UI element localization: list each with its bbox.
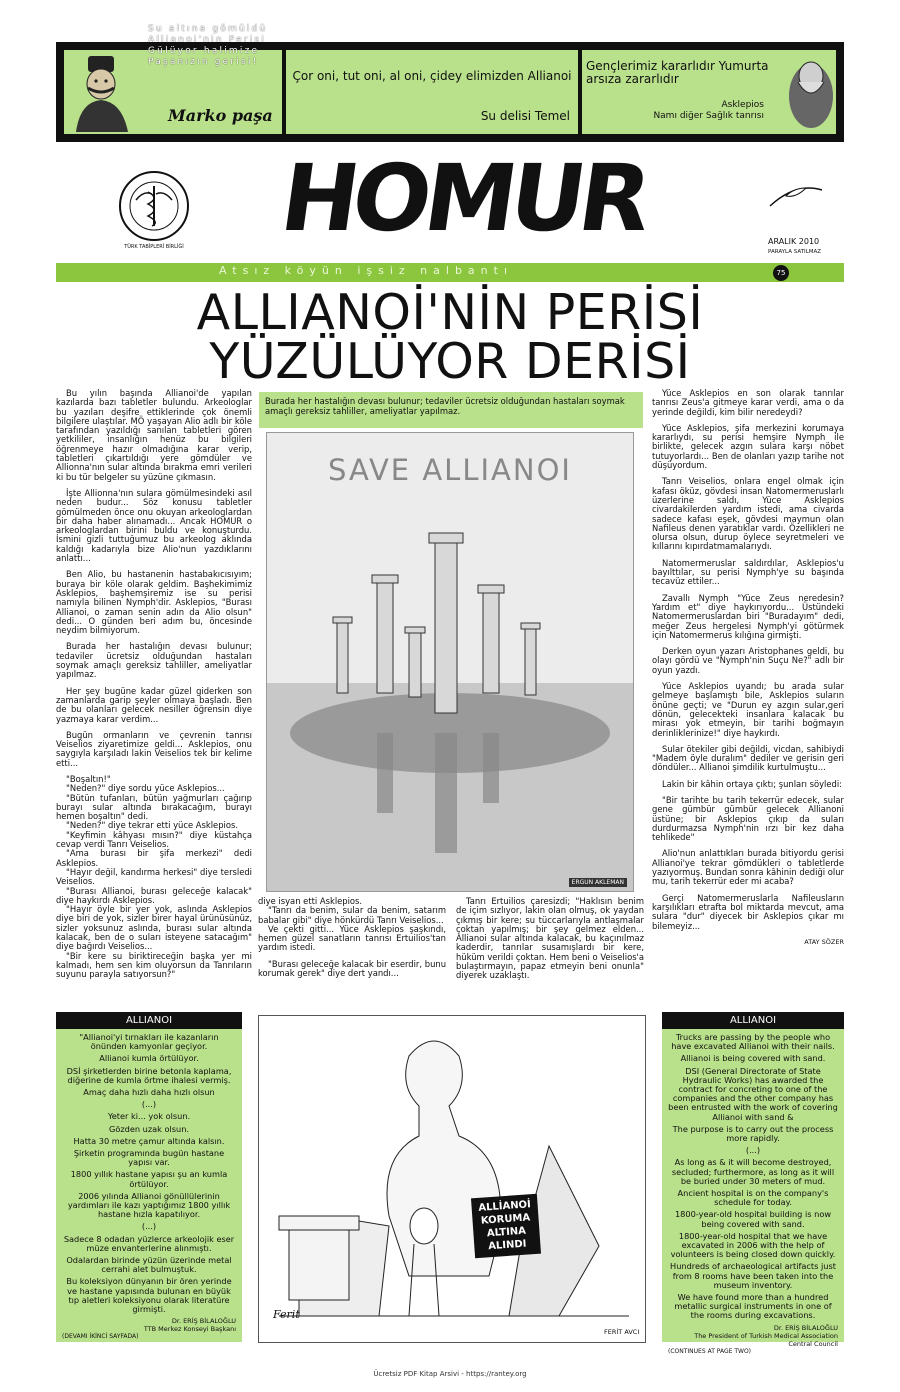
dialogue: "Bir kere su biriktireceğin başka yer mi kalmadı, hem sen kim oluyorsun da Tanrıların suyunu parayla satıyorsun?"	[56, 950, 252, 980]
slogan: Atsız köyün işsiz nalbantı	[218, 264, 514, 277]
right-attribution-sub: Namı diğer Sağlık tanrısı	[653, 111, 764, 121]
poem-line: Allianoi'nin Perisi	[148, 35, 266, 45]
artist-signature: Ferit	[273, 1308, 300, 1321]
article-column-4	[652, 389, 844, 947]
box-paragraph: DSI (General Directorate of State Hydraulic Works) has awarded the contract for concreting to one of the companies and the other company has been entrusted with the work of covering Allianoi with sand &	[668, 1065, 838, 1122]
issue-number: 75	[773, 265, 789, 281]
box-signature: Dr. ERİŞ BİLALOĞLU	[773, 1323, 838, 1332]
dialogue: "Hayır değil, kandırma herkesi" diye tersledi Veiselios.	[56, 866, 252, 887]
dialogue: "Hayır öyle bir yer yok, aslında Asklepios diye biri de yok, sizler birer hayal ürünüsünüz, sizler yoksunuz aslında, burası sular altında kalacak, ben de o suları isteyene satacağım" diye bağırdı Veiselios...	[56, 904, 252, 952]
poem-line: Gülüyor halimize	[148, 46, 260, 56]
poem-line: Su altına gömüldü	[148, 24, 268, 34]
paragraph: Her şey bugüne kadar güzel giderken son zamanlarda garip şeyler olmaya başladı. Ben de bu olanları gelecek nesiller öğrensin diye yazmaya karar verdim...	[56, 685, 252, 724]
dialogue: "Keyfimin kâhyası mısın?" diye küstahça cevap verdi Tanrı Veiselios.	[56, 829, 252, 850]
paragraph: Natomermeruslar saldırdılar, Asklepios'u bayılttılar, su perisi Nymph'ye su başında tecavüz ettiler...	[652, 557, 844, 587]
box-signature: Dr. ERİŞ BİLALOĞLU	[171, 1317, 236, 1326]
banner-left-panel	[64, 24, 282, 134]
ttb-seal-icon	[118, 170, 190, 242]
poster-title: SAVE ALLIANOI	[328, 453, 572, 487]
paragraph: Burada her hastalığın devası bulunur; tedaviler ücretsiz olduğundan hastaları soymak amaçlı gereksiz tahliller, ameliyatlar yapılmaz.	[56, 641, 252, 680]
asklepios-egg-icon	[786, 46, 836, 134]
save-allianoi-poster	[266, 432, 634, 892]
paragraph: diye isyan etti Asklepios.	[258, 896, 363, 906]
olive-branch-icon	[766, 176, 826, 216]
paragraph: Gerçi Natomermeruslarla Nafileusların karşılıkları etrafta bol miktarda mevcut, ama sulara "dur" diyecek bir Asklepios çıkar mı bilemeyiz...	[652, 892, 844, 931]
paragraph: Sular öteki̇ler gibi değildi, vicdan, sahibiydi "Madem öyle duralım" dediler ve gerisin geri döndüler... Allianoi şimdilik kurtulmuştu...	[652, 743, 844, 773]
box-paragraph: (...)	[141, 1099, 157, 1110]
sign-line: ALTINA	[486, 1225, 527, 1240]
box-paragraph: 2006 yılında Allianoi gönüllülerinin yardımları ile kazı yaptığımız 1800 yıllık hastane hızla kapatılıyor.	[67, 1190, 231, 1220]
dialogue: "Bütün tufanları, bütün yağmurları çağırıp burayı sular altında bırakacağım, burayı hemen boşaltın" dedi.	[56, 792, 252, 822]
cartoon-sign	[471, 1194, 541, 1258]
box-paragraph: Şirketin programında bugün hastane yapısı var.	[73, 1148, 225, 1168]
paragraph: İşte Allionna'nın sulara gömülmesindeki asıl neden budur... Söz konusu tabletler gömülmeden önce onu okuyan arkeologlardan bir daha haber alınamadı... Ancak HOMUR o arkeologlardan birini buldu ve konuşturdu. İsmini gizli tuttuğumuz bu arkeolog aklında kaldığı kadarıyla bize Alio'nun yazdıklarını anlattı...	[56, 487, 252, 564]
sign-line: ALINDI	[487, 1238, 527, 1253]
box-paragraph: Odalardan birinde yüzün üzerinde metal cerrahi alet bulmuştuk.	[66, 1255, 232, 1275]
continued-note: (CONTINUES AT PAGE TWO)	[668, 1347, 752, 1355]
box-paragraph: Hatta 30 metre çamur altında kalsın.	[73, 1135, 225, 1146]
paragraph: Derken oyun yazarı Aristophanes geldi, bu olayı gördü ve "Nymph'nin Suçu Ne?" adlı bir oyun yazdı.	[652, 646, 844, 675]
box-paragraph: We have found more than a hundred metallic surgical instruments in one of the rooms during excavations.	[674, 1292, 832, 1321]
article-column-3	[456, 897, 644, 988]
pasha-portrait-icon	[66, 52, 146, 132]
cartoon-credit: FERİT AVCI	[604, 1328, 640, 1336]
box-paragraph: Sadece 8 odadan yüzlerce arkeolojik eser müze envanterlerine alınmıştı.	[63, 1233, 235, 1253]
dialogue: "Burası Allianoi, burası geleceğe kalacak" diye haykırdı Asklepios.	[56, 885, 252, 905]
statue-cartoon-icon	[259, 1016, 645, 1342]
box-paragraph: DSİ şirketlerden birine betonla kaplama, diğerine de kumla örtme ihalesi vermiş.	[66, 1065, 232, 1085]
center-quote: Çor oni, tut oni, al oni, çidey elimizden Allianoi	[292, 69, 572, 83]
homur-logo: HOMUR	[274, 145, 652, 252]
banner-right-panel	[582, 50, 836, 134]
right-attribution: Asklepios	[721, 100, 764, 110]
pull-quote-box	[259, 392, 643, 428]
box-paragraph: 1800 yıllık hastane yapısı şu an kumla örtülüyor.	[70, 1169, 228, 1189]
price-note: PARAYLA SATILMAZ	[768, 249, 821, 255]
allianoi-box-turkish	[56, 1012, 242, 1342]
ferit-avci-cartoon	[258, 1015, 646, 1343]
box-paragraph: As long as & it will become destroyed, secluded; furthermore, as long as it will be buried under 30 meters of mud.	[671, 1157, 835, 1186]
sign-line: ALLİANOİ	[478, 1199, 532, 1214]
box-paragraph: Bu koleksiyon dünyanın bir ören yerinde ve hastane yapısında bulunan en büyük tıp aletleri koleksiyonu olarak literatüre girmişti.	[66, 1276, 232, 1315]
paragraph: Bugün ormanların ve çevrenin tanrısı Veiselios ziyaretimize geldi... Asklepios, onu saygıyla karşıladı lakin Veiselios tek bir kelime etti...	[56, 729, 252, 768]
banner-signature: Marko paşa	[168, 106, 273, 125]
paragraph: "Bir tarihte bu tarih tekerrür edecek, sular gene gümbür gümbür gelecek Allianoni üstüne; bir Asklepios çıkıp da suları durdurmazsa Nymph'nin ırzı bir kez daha tehlikede"	[652, 794, 844, 843]
page-footer: Ücretsiz PDF Kitap Arsivi - https://rantey.org	[373, 1370, 527, 1378]
paragraph: Ve çekti gitti... Yüce Asklepios şaşkındı, hemen güzel sanatların tanrısı Ertuilios'tan yardım istedi.	[258, 923, 446, 953]
paragraph: "Burası geleceğe kalacak bir eserdir, bunu korumak gerek" diye dert yandı...	[258, 958, 446, 979]
box-paragraph: The purpose is to carry out the process more rapidly.	[672, 1123, 834, 1144]
columns-illustration-icon	[267, 433, 633, 891]
author-name: ATAY SÖZER	[804, 937, 844, 946]
right-quote: Gençlerimiz kararlıdır Yumurta arsıza zararlıdır	[586, 59, 769, 86]
paragraph: Tanrı Ertuilios çaresizdi; "Haklısın benim de içim sızlıyor, lakin olan olmuş, ok yaydan çıkmış bir kere; su tüccarlarıyla antlaşmalar çoktan yapılmış; bir şey gelmez elden... Allianoi sular altında kalacak, bu kaçınılmaz kaderdir, tanrılar susamışlardı bir kere, hüküm verildi çoktan. Hem beni o Veiselios'a bulaştırmayın, papaz etmeyin beni onunla" diyerek uzaklaştı.	[456, 896, 644, 981]
dialogue: "Neden?" diye tekrar etti yüce Asklepios.	[66, 820, 238, 831]
banner-center-panel	[286, 50, 578, 134]
box-paragraph: Hundreds of archaeological artifacts just from 8 rooms have been taken into the museum inventory.	[670, 1261, 836, 1290]
box-paragraph: Amaç daha hızlı daha hızlı olsun	[83, 1087, 215, 1098]
allianoi-box-english	[662, 1012, 844, 1355]
headline-line-2: YÜZÜLÜYOR DERİSİ	[209, 333, 691, 390]
box-paragraph: "Allianoi'yi tırnakları ile kazanların önünden kamyonlar geçiyor.	[79, 1032, 219, 1052]
paragraph: Alio'nun anlattıkları burada bitiyordu gerisi Allianoi'ye tekrar gömdükleri o tabletlerde yazıyormuş. Bundan sonra kâhinin dediği olur mu, tarih tekerrür eder mi acaba?	[652, 848, 844, 887]
box-paragraph: Allianoi kumla örtülüyor.	[99, 1053, 199, 1064]
article-column-2	[258, 897, 446, 985]
box-paragraph: (...)	[141, 1221, 157, 1232]
paragraph: Ben Alio, bu hastanenin hastabakıcısıyım; buraya bir köle olarak geldim. Başhekimimiz Asklepios, başhemşiremiz ise su perisi namıyla bilinen Nymph'dir. Asklepios, "Burası Allianoi, o zaman senin adın da Alio olsun" dedi... O günden beri adım bu, öncesinde neydim bilmiyorum.	[56, 569, 252, 636]
box-paragraph: 1800-year-old hospital that we have excavated in 2006 with the help of volunteers is being closed down quickly.	[670, 1230, 836, 1260]
seal-text: TÜRK TABİPLERİ BİRLİĞİ	[124, 244, 184, 250]
box-signature-title: TTB Merkez Konseyi Başkanı	[143, 1325, 236, 1334]
box-signature-title: Central Council	[788, 1339, 838, 1348]
paragraph: Tanrı Veiselios, onlara engel olmak için kafası öküz, gövdesi insan Natomermeruslarlı üzerlerine saldı, Yüce Asklepios civardakilerden yardım istedi, ama civarda sadece kafası eşek, gövdesi maymun olan Nafileus denen yaratıklar vardı. Özellikleri ne olursa olsun, durup öylece seyretmeleri ve kıllarını kıpırdatmamalarıydı.	[652, 476, 844, 552]
box-signature-title: The President of Turkish Medical Association	[694, 1331, 838, 1340]
box-paragraph: Yeter ki... yok olsun.	[107, 1111, 191, 1122]
center-attribution: Su delisi Temel	[480, 109, 570, 123]
sign-line: KORUMA	[480, 1212, 531, 1227]
continued-note: (DEVAMI İKİNCİ SAYFADA)	[62, 1333, 139, 1341]
box-paragraph: Ancient hospital is on the company's schedule for today.	[677, 1188, 829, 1208]
dialogue: "Boşaltın!"	[66, 773, 111, 784]
dialogue: "Ama burası bir şifa merkezi" dedi Asklepios.	[56, 848, 252, 868]
pull-quote: Burada her hastalığın devası bulunur; tedaviler ücretsiz olduğundan hastaları soymak amaçlı gereksiz tahliller, ameliyatlar yapılmaz.	[265, 396, 625, 416]
box-paragraph: Gözden uzak olsun.	[108, 1123, 190, 1134]
box-title: ALLIANOI	[662, 1012, 844, 1029]
banner-poem	[148, 24, 267, 68]
paragraph: Zavallı Nymph "Yüce Zeus neredesin? Yardım et" diye haykırıyordu... Üstündeki Natomermeruslardan biri "Buradayım" dedi, meğer Zeus hergelesi Nymph'yi götürmek için Natomermerus kılığına girmişti.	[652, 592, 844, 640]
paragraph: "Tanrı da benim, sular da benim, satarım babalar gibi" diye hönkürdü Tanrı Veiselios...	[258, 905, 446, 925]
box-paragraph: (...)	[745, 1145, 761, 1156]
poem-line: Paşanızın gerisi!	[148, 57, 259, 67]
box-paragraph: Allianoi is being covered with sand.	[680, 1053, 826, 1064]
issue-date: ARALIK 2010	[768, 237, 820, 246]
paragraph: Yüce Asklepios, şifa merkezini korumaya kararlıydı, su perisi hemşire Nymph ile birlikte, gelecek azgın sulara karşı nöbet tutuyorlardı... Ben de olanları yazıp tarihe not düşüyordum.	[652, 422, 844, 471]
article-column-1	[56, 389, 252, 980]
paragraph: Bu yılın başında Allianoi'de yapılan kazılarda bazı tabletler bulundu. Arkeologlar bu yazıları deşifre ettiklerinde çok önemli bilgilere ulaştılar. MÖ yaşayan Alio adlı bir köle tarafından yazıldığı sanılan tabletleri gören yetkililer, insanlığın henüz bu bilgileri öğrenmeye hazır olmadığına karar verip, tabletleri çıkartıldığı yere gömdüler ve Allionna'nın sular altında bırakma emri verileri ki bu tür belgeler su yüzüne çıkmasın.	[56, 388, 252, 482]
poster-credit: ERGUN AKLEMAN	[569, 878, 627, 887]
box-paragraph: Trucks are passing by the people who have excavated Allianoi with their nails.	[671, 1032, 835, 1052]
paragraph: Lakin bir kâhin ortaya çıktı; şunları söyledi:	[662, 778, 843, 789]
paragraph: Yüce Asklepios uyandı; bu arada sular gelmeye başlamıştı bile, Asklepios suların önüne geçti; ve "Durun ey azgın sular,geri dönün, gelecekteki insanlara kalacak bu mirası yok etmeyin, bir tarihi boğmayın derinliklerinize!" diye haykırdı.	[652, 681, 844, 738]
dialogue: "Neden?" diye sordu yüce Asklepios...	[66, 783, 225, 794]
headline-line-1: ALLIANOİ'NİN PERİSİ	[196, 284, 704, 341]
box-title: ALLIANOI	[56, 1012, 242, 1029]
box-paragraph: 1800-year-old hospital building is now being covered with sand.	[674, 1209, 832, 1229]
paragraph: Yüce Asklepios en son olarak tanrılar tanrısı Zeus'a gitmeye karar verdi, ama o da yerinde değildi, kim bilir neredeydi?	[652, 388, 844, 417]
